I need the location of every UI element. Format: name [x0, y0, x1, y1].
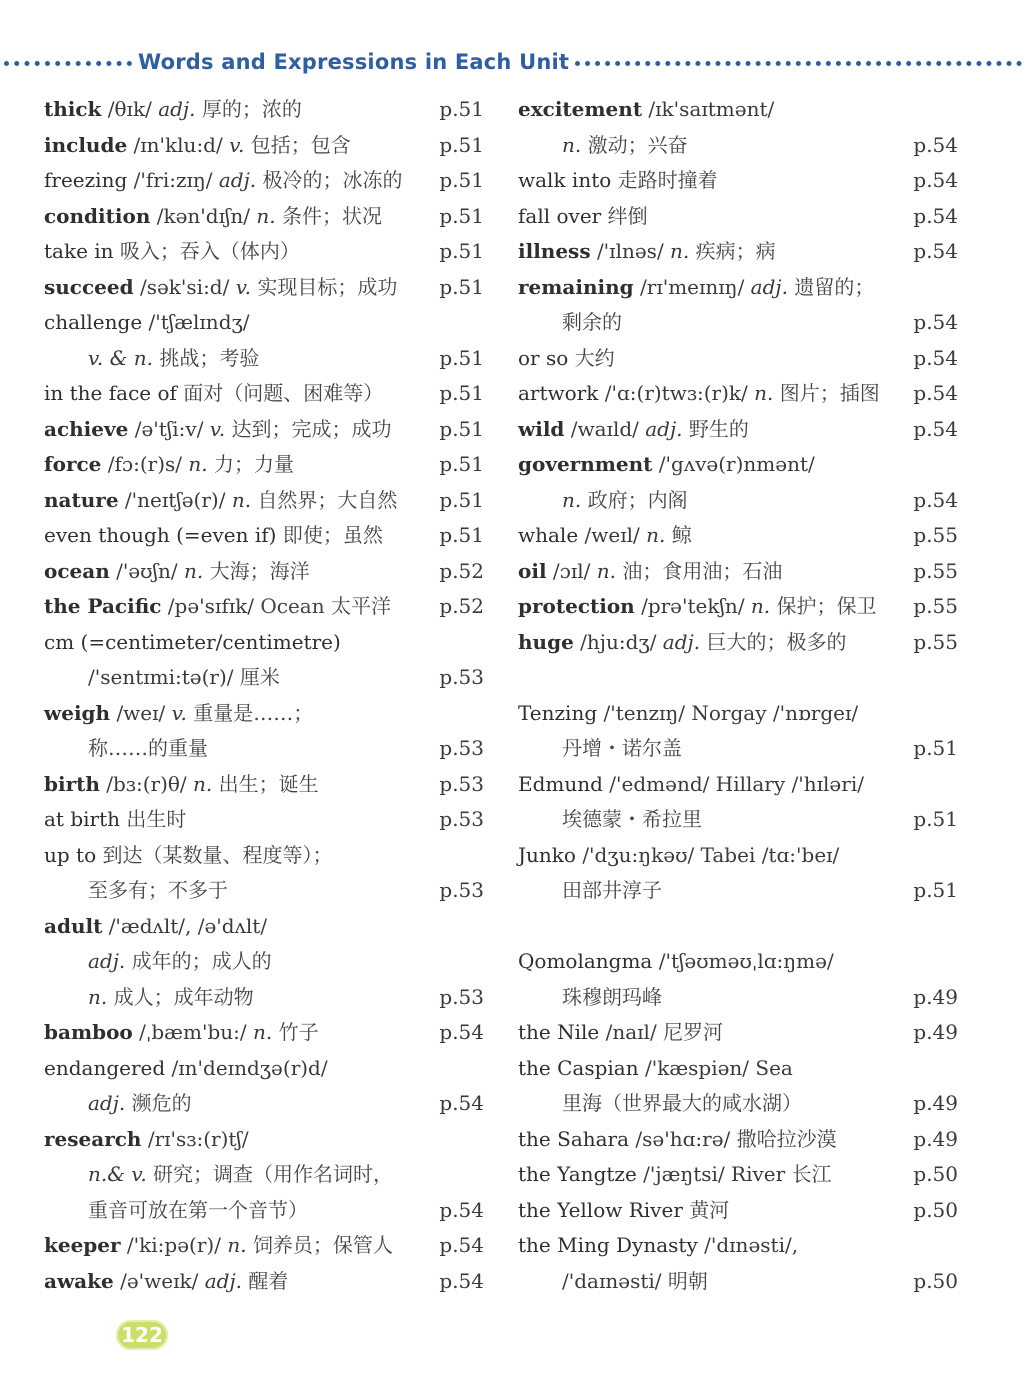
entry-page-ref: p.53 — [439, 771, 484, 796]
entry-headword: include — [44, 132, 128, 157]
entry-headword: walk into — [518, 168, 612, 192]
vocab-entry-line — [518, 92, 958, 128]
entry-page-ref: p.51 — [439, 274, 484, 299]
entry-pronunciation: /'sentɪmi:tə(r)/ — [88, 665, 234, 689]
entry-headword: artwork — [518, 381, 599, 405]
entry-headword: freezing — [44, 168, 128, 192]
entry-page-ref: p.55 — [913, 523, 958, 547]
vocab-entry-line — [518, 376, 958, 412]
entry-chinese-meaning: 挑战；考验 — [159, 345, 260, 370]
entry-headword: government — [518, 452, 653, 476]
entry-page-ref: p.50 — [913, 1162, 958, 1186]
entry-part-of-speech: adj. — [750, 274, 788, 299]
entry-chinese-meaning: 剩余的 — [562, 310, 622, 334]
vocab-entry-line — [44, 1157, 484, 1193]
vocab-entry-line — [518, 909, 958, 945]
entry-headword: Tenzing — [518, 700, 598, 725]
entry-headword: oil — [518, 558, 547, 583]
entry-pronunciation: /ə'tʃi:v/ — [134, 416, 204, 441]
vocab-entry-line — [518, 483, 958, 519]
vocab-entry-line — [44, 696, 484, 732]
entry-page-ref: p.50 — [913, 1268, 958, 1293]
vocab-entry-line — [44, 1015, 484, 1051]
entry-pronunciation: /sək'si:d/ — [139, 274, 230, 299]
entry-part-of-speech: adj. — [645, 416, 683, 441]
entry-headword: weigh — [44, 700, 111, 725]
entry-pronunciation: /waɪld/ — [570, 416, 639, 441]
entry-page-ref: p.51 — [913, 807, 958, 831]
entry-headword: the Ming Dynasty — [518, 1233, 698, 1257]
entry-chinese-meaning: 油；食用油；石油 — [622, 558, 783, 583]
vocab-entry-line — [518, 1051, 958, 1087]
vocab-entry-line — [518, 412, 958, 448]
entry-chinese-meaning: 即使；虽然 — [282, 523, 383, 547]
entry-headword: the Yellow River — [518, 1197, 683, 1222]
entry-headword: in the face of — [44, 381, 177, 405]
entry-page-ref: p.54 — [913, 310, 958, 334]
entry-headword: remaining — [518, 274, 634, 299]
vocab-entry-line — [518, 554, 958, 590]
entry-chinese-meaning: 长江 — [791, 1162, 832, 1186]
vocab-entry-line — [44, 660, 484, 696]
entry-pronunciation: /'tʃælɪndʒ/ — [148, 310, 250, 334]
entry-chinese-meaning: 明朝 — [667, 1268, 708, 1293]
entry-chinese-meaning: 野生的 — [688, 416, 749, 441]
entry-headword: thick — [44, 97, 102, 121]
entry-headword: nature — [44, 487, 119, 512]
header-dots-right — [575, 61, 1022, 66]
entry-part-of-speech: adj. — [662, 629, 701, 654]
entry-part-of-speech: n.& v. — [88, 1162, 147, 1186]
entry-headword: protection — [518, 594, 635, 618]
entry-chinese-meaning: 重量是……； — [193, 700, 314, 725]
vocab-entry-line — [44, 1051, 484, 1087]
entry-pronunciation: /ɔɪl/ — [552, 558, 591, 583]
page-number-badge — [116, 1320, 168, 1350]
entry-page-ref: p.53 — [439, 984, 484, 1009]
entry-chinese-meaning: 黄河 — [689, 1197, 730, 1222]
entry-chinese-meaning: 激动；兴奋 — [587, 132, 688, 157]
entry-headword: take in — [44, 239, 114, 263]
entry-part-of-speech: v. — [229, 132, 245, 157]
entry-part-of-speech: n. — [750, 594, 771, 618]
entry-part-of-speech: v. — [235, 274, 252, 299]
entry-pronunciation: /fɔ:(r)s/ — [107, 452, 182, 476]
entry-page-ref: p.54 — [913, 168, 958, 192]
vocab-entry-line — [44, 199, 484, 235]
vocab-entry-line — [44, 909, 484, 945]
entry-part-of-speech: adj. — [204, 1268, 243, 1293]
entry-pronunciation: /naɪl/ — [605, 1020, 657, 1044]
vocab-entry-line — [518, 838, 958, 874]
vocab-entry-line — [518, 802, 958, 838]
entry-headword: huge — [518, 629, 574, 654]
entry-chinese-meaning: 吸入；吞入（体内） — [119, 239, 300, 263]
section-header — [0, 44, 1024, 80]
entry-pronunciation: /bɜ:(r)θ/ — [106, 771, 187, 796]
entry-pronunciation: /kən'dɪʃn/ — [156, 203, 251, 228]
entry-pronunciation: /'daɪnəsti/ — [562, 1268, 662, 1293]
entry-headword: up to — [44, 842, 97, 867]
entry-chinese-meaning: 田部井淳子 — [562, 878, 662, 902]
entry-chinese-meaning: 称……的重量 — [88, 736, 208, 760]
right-word-column — [518, 92, 958, 1299]
entry-part-of-speech: n. — [596, 558, 616, 583]
entry-chinese-meaning: 条件；状况 — [282, 203, 383, 228]
entry-page-ref: p.51 — [439, 416, 484, 441]
entry-page-ref: p.54 — [439, 1268, 484, 1293]
entry-page-ref: p.54 — [439, 1091, 484, 1115]
entry-part-of-speech: v. & n. — [88, 345, 154, 370]
entry-chinese-meaning: 出生；诞生 — [218, 771, 319, 796]
vocab-entry-line — [44, 163, 484, 199]
vocab-entry-line — [44, 838, 484, 874]
entry-part-of-speech: adj. — [218, 168, 257, 192]
entry-pronunciation: /prə'tekʃn/ — [641, 594, 745, 618]
entry-headword: the Nile — [518, 1020, 600, 1044]
entry-page-ref: p.54 — [913, 203, 958, 228]
entry-headword: achieve — [44, 416, 129, 441]
entry-pronunciation: /'ɪlnəs/ — [596, 239, 664, 263]
vocab-entry-line — [518, 944, 958, 980]
entry-page-ref: p.53 — [439, 878, 484, 902]
vocab-entry-line — [44, 554, 484, 590]
vocab-entry-line — [44, 270, 484, 306]
entry-headword: cm (=centimeter/centimetre) — [44, 629, 341, 654]
vocab-entry-line — [44, 1122, 484, 1158]
entry-headword: Junko — [518, 842, 576, 867]
entry-chinese-meaning: 濒危的 — [131, 1091, 192, 1115]
vocab-entry-line — [44, 944, 484, 980]
vocab-entry-line — [44, 873, 484, 909]
entry-pronunciation: /'dʒu:ŋkəʊ/ Tabei /tɑ:'beɪ/ — [582, 842, 840, 867]
entry-page-ref: p.55 — [913, 558, 958, 583]
entry-page-ref: p.51 — [439, 452, 484, 476]
page-number: 122 — [121, 1323, 163, 1347]
entry-pronunciation: /rɪ'meɪnɪŋ/ — [640, 274, 745, 299]
entry-headword: condition — [44, 203, 151, 228]
entry-chinese-meaning: 珠穆朗玛峰 — [562, 984, 662, 1009]
vocab-entry-line — [44, 1264, 484, 1300]
entry-page-ref: p.51 — [439, 381, 484, 405]
entry-chinese-meaning: 丹增・诺尔盖 — [562, 736, 682, 760]
vocab-entry-line — [518, 625, 958, 661]
entry-part-of-speech: n. — [754, 381, 774, 405]
entry-chinese-meaning: 图片；插图 — [779, 381, 880, 405]
entry-page-ref: p.53 — [439, 665, 484, 689]
entry-pronunciation: /'kæspiən/ Sea — [644, 1055, 793, 1080]
entry-page-ref: p.49 — [913, 984, 958, 1009]
vocab-entry-line — [518, 1122, 958, 1158]
vocab-entry-line — [518, 1015, 958, 1051]
entry-pronunciation: /'ɑ:(r)twɜ:(r)k/ — [604, 381, 748, 405]
vocab-entry-line — [44, 731, 484, 767]
entry-chinese-meaning: 疾病；病 — [695, 239, 776, 263]
entry-chinese-meaning: 重音可放在第一个音节） — [88, 1197, 308, 1222]
entry-pronunciation: /'neɪtʃə(r)/ — [124, 487, 226, 512]
entry-headword: whale — [518, 523, 579, 547]
entry-chinese-meaning: 里海（世界最大的咸水湖） — [562, 1091, 802, 1115]
entry-page-ref: p.50 — [913, 1197, 958, 1222]
vocab-entry-line — [44, 802, 484, 838]
entry-chinese-meaning: 面对（问题、困难等） — [183, 381, 384, 405]
entry-pronunciation: /ə'weɪk/ — [120, 1268, 199, 1293]
vocab-entry-line — [44, 92, 484, 128]
vocab-entry-line — [518, 767, 958, 803]
entry-page-ref: p.52 — [439, 558, 484, 583]
entry-headword: bamboo — [44, 1020, 133, 1044]
entry-part-of-speech: n. — [231, 487, 252, 512]
vocab-entry-line — [518, 1228, 958, 1264]
entry-chinese-meaning: 实现目标；成功 — [257, 274, 398, 299]
entry-chinese-meaning: 到达（某数量、程度等）； — [102, 842, 333, 867]
entry-page-ref: p.51 — [439, 97, 484, 121]
entry-headword: even though (=even if) — [44, 523, 277, 547]
vocab-entry-line — [44, 128, 484, 164]
entry-part-of-speech: n. — [670, 239, 690, 263]
entry-headword: wild — [518, 416, 565, 441]
left-word-column — [44, 92, 484, 1299]
vocab-entry-line — [44, 234, 484, 270]
entry-part-of-speech: v. — [171, 700, 187, 725]
entry-pronunciation: /weɪl/ — [584, 523, 640, 547]
entry-pronunciation: /ɪk'saɪtmənt/ — [648, 97, 775, 121]
entry-page-ref: p.51 — [439, 203, 484, 228]
entry-chinese-meaning: 力；力量 — [213, 452, 294, 476]
entry-part-of-speech: n. — [184, 558, 204, 583]
entry-headword: birth — [44, 771, 100, 796]
entry-chinese-meaning: 埃德蒙・希拉里 — [562, 807, 702, 831]
entry-chinese-meaning: 自然界；大自然 — [257, 487, 398, 512]
entry-part-of-speech: n. — [562, 132, 582, 157]
entry-headword: ocean — [44, 558, 110, 583]
entry-headword: fall over — [518, 203, 602, 228]
vocab-entry-line — [44, 447, 484, 483]
entry-page-ref: p.51 — [439, 168, 484, 192]
entry-page-ref: p.55 — [913, 594, 958, 618]
entry-chinese-meaning: 尼罗河 — [663, 1020, 724, 1044]
entry-page-ref: p.54 — [439, 1020, 484, 1044]
entry-page-ref: p.54 — [913, 132, 958, 157]
vocab-entry-line — [518, 341, 958, 377]
entry-chinese-meaning: 研究；调查（用作名词时， — [153, 1162, 394, 1186]
entry-headword: at birth — [44, 807, 120, 831]
vocab-entry-line — [518, 696, 958, 732]
entry-page-ref: p.54 — [913, 381, 958, 405]
entry-pronunciation: /'tʃəʊməʊˌlɑ:ŋmə/ — [658, 949, 834, 973]
entry-part-of-speech: v. — [209, 416, 226, 441]
entry-pronunciation: /θɪk/ — [107, 97, 152, 121]
vocab-entry-line — [518, 447, 958, 483]
entry-page-ref: p.54 — [913, 345, 958, 370]
vocab-entry-line — [518, 873, 958, 909]
entry-page-ref: p.54 — [439, 1233, 484, 1257]
vocab-entry-line — [44, 341, 484, 377]
entry-pronunciation: /ɪn'deɪndʒə(r)d/ — [171, 1055, 328, 1080]
entry-part-of-speech: n. — [227, 1233, 247, 1257]
entry-pronunciation: /weɪ/ — [116, 700, 166, 725]
entry-part-of-speech: adj. — [88, 1091, 126, 1115]
entry-page-ref: p.54 — [913, 239, 958, 263]
entry-headword: keeper — [44, 1233, 121, 1257]
entry-chinese-meaning: 大约 — [574, 345, 615, 370]
vocab-entry-line — [44, 980, 484, 1016]
entry-part-of-speech: adj. — [158, 97, 196, 121]
entry-chinese-meaning: 政府；内阁 — [587, 487, 688, 512]
entry-page-ref: p.51 — [439, 239, 484, 263]
entry-pronunciation: /ˌbæm'bu:/ — [139, 1020, 247, 1044]
entry-pronunciation: /'dɪnəsti/, — [704, 1233, 799, 1257]
vocab-entry-line — [518, 305, 958, 341]
entry-pronunciation: /'edmənd/ Hillary /'hɪləri/ — [609, 771, 864, 796]
vocab-entry-line — [518, 270, 958, 306]
entry-pronunciation: /'fri:zɪŋ/ — [133, 168, 213, 192]
entry-chinese-meaning: 包括；包含 — [250, 132, 351, 157]
header-dots-left — [4, 61, 132, 66]
entry-page-ref: p.51 — [439, 487, 484, 512]
entry-chinese-meaning: 饲养员；保管人 — [252, 1233, 393, 1257]
entry-chinese-meaning: 醒着 — [248, 1268, 289, 1293]
entry-page-ref: p.51 — [439, 345, 484, 370]
vocab-entry-line — [44, 305, 484, 341]
entry-chinese-meaning: 极冷的；冰冻的 — [262, 168, 403, 192]
entry-headword: awake — [44, 1268, 114, 1293]
entry-pronunciation: /'ædʌlt/, /ə'dʌlt/ — [108, 913, 268, 938]
entry-part-of-speech: n. — [193, 771, 213, 796]
entry-part-of-speech: n. — [256, 203, 276, 228]
entry-chinese-meaning: 撒哈拉沙漠 — [736, 1126, 837, 1151]
entry-chinese-meaning: 巨大的；极多的 — [706, 629, 847, 654]
entry-headword: Edmund — [518, 771, 603, 796]
vocab-entry-line — [44, 1193, 484, 1229]
entry-pronunciation: /'əʊʃn/ — [116, 558, 178, 583]
entry-chinese-meaning: Ocean 太平洋 — [260, 594, 391, 618]
entry-page-ref: p.51 — [439, 523, 484, 547]
vocab-entry-line — [518, 128, 958, 164]
entry-chinese-meaning: 大海；海洋 — [209, 558, 310, 583]
entry-pronunciation: /'gʌvə(r)nmənt/ — [658, 452, 815, 476]
entry-pronunciation: /'tenzɪŋ/ Norgay /'nɒrgeɪ/ — [603, 700, 859, 725]
entry-chinese-meaning: 保护；保卫 — [776, 594, 877, 618]
entry-headword: or so — [518, 345, 569, 370]
entry-headword: challenge — [44, 310, 143, 334]
entry-page-ref: p.49 — [913, 1091, 958, 1115]
entry-headword: force — [44, 452, 102, 476]
entry-pronunciation: /rɪ'sɜ:(r)tʃ/ — [147, 1126, 249, 1151]
entry-page-ref: p.49 — [913, 1126, 958, 1151]
vocab-entry-line — [44, 625, 484, 661]
vocab-entry-line — [44, 412, 484, 448]
vocab-entry-line — [44, 767, 484, 803]
vocab-entry-line — [518, 1086, 958, 1122]
vocab-entry-line — [44, 483, 484, 519]
entry-page-ref: p.51 — [913, 736, 958, 760]
entry-headword: adult — [44, 913, 103, 938]
entry-headword: endangered — [44, 1055, 166, 1080]
entry-pronunciation: /'ki:pə(r)/ — [126, 1233, 221, 1257]
entry-page-ref: p.51 — [913, 878, 958, 902]
vocab-entry-line — [518, 518, 958, 554]
vocab-entry-line — [518, 1193, 958, 1229]
entry-chinese-meaning: 竹子 — [278, 1020, 319, 1044]
entry-pronunciation: /'jæŋtsi/ River — [643, 1162, 786, 1186]
entry-chinese-meaning: 厚的；浓的 — [201, 97, 302, 121]
entry-chinese-meaning: 绊倒 — [607, 203, 648, 228]
entry-chinese-meaning: 达到；完成；成功 — [231, 416, 392, 441]
entry-page-ref: p.54 — [913, 487, 958, 512]
vocab-entry-line — [44, 1086, 484, 1122]
entry-part-of-speech: n. — [88, 984, 108, 1009]
vocab-entry-line — [518, 234, 958, 270]
entry-page-ref: p.53 — [439, 736, 484, 760]
entry-pronunciation: /hju:dʒ/ — [580, 629, 657, 654]
vocab-entry-line — [518, 163, 958, 199]
vocab-entry-line — [44, 1228, 484, 1264]
entry-page-ref: p.52 — [439, 594, 484, 618]
entry-chinese-meaning: 鲸 — [671, 523, 692, 547]
entry-part-of-speech: adj. — [88, 949, 126, 973]
entry-part-of-speech: n. — [188, 452, 208, 476]
entry-page-ref: p.54 — [439, 1197, 484, 1222]
entry-headword: excitement — [518, 97, 643, 121]
entry-chinese-meaning: 成人；成年动物 — [113, 984, 254, 1009]
entry-chinese-meaning: 遗留的； — [794, 274, 875, 299]
entry-headword: the Yangtze — [518, 1162, 637, 1186]
vocab-entry-line — [518, 589, 958, 625]
entry-part-of-speech: n. — [562, 487, 582, 512]
entry-page-ref: p.51 — [439, 132, 484, 157]
entry-pronunciation: /pə'sɪfɪk/ — [167, 594, 254, 618]
vocab-entry-line — [518, 199, 958, 235]
vocab-entry-line — [518, 1264, 958, 1300]
vocab-entry-line — [518, 1157, 958, 1193]
entry-chinese-meaning: 厘米 — [239, 665, 280, 689]
entry-headword: research — [44, 1126, 142, 1151]
entry-chinese-meaning: 至多有；不多于 — [88, 878, 228, 902]
entry-chinese-meaning: 出生时 — [126, 807, 187, 831]
entry-chinese-meaning: 成年的；成人的 — [131, 949, 272, 973]
entry-part-of-speech: n. — [646, 523, 666, 547]
entry-headword: the Pacific — [44, 594, 162, 618]
entry-headword: illness — [518, 239, 591, 263]
vocab-entry-line — [44, 376, 484, 412]
entry-pronunciation: /ɪn'klu:d/ — [133, 132, 223, 157]
entry-part-of-speech: n. — [252, 1020, 273, 1044]
vocab-entry-line — [518, 660, 958, 696]
vocab-entry-line — [44, 518, 484, 554]
entry-chinese-meaning: 走路时撞着 — [617, 168, 718, 192]
entry-page-ref: p.49 — [913, 1020, 958, 1044]
entry-page-ref: p.54 — [913, 416, 958, 441]
entry-headword: succeed — [44, 274, 134, 299]
entry-page-ref: p.55 — [913, 629, 958, 654]
entry-page-ref: p.53 — [439, 807, 484, 831]
entry-headword: the Sahara — [518, 1126, 630, 1151]
entry-headword: the Caspian — [518, 1055, 639, 1080]
header-title: Words and Expressions in Each Unit — [138, 50, 570, 74]
entry-pronunciation: /sə'hɑ:rə/ — [635, 1126, 731, 1151]
vocab-entry-line — [44, 589, 484, 625]
vocab-entry-line — [518, 731, 958, 767]
entry-headword: Qomolangma — [518, 949, 653, 973]
vocab-entry-line — [518, 980, 958, 1016]
